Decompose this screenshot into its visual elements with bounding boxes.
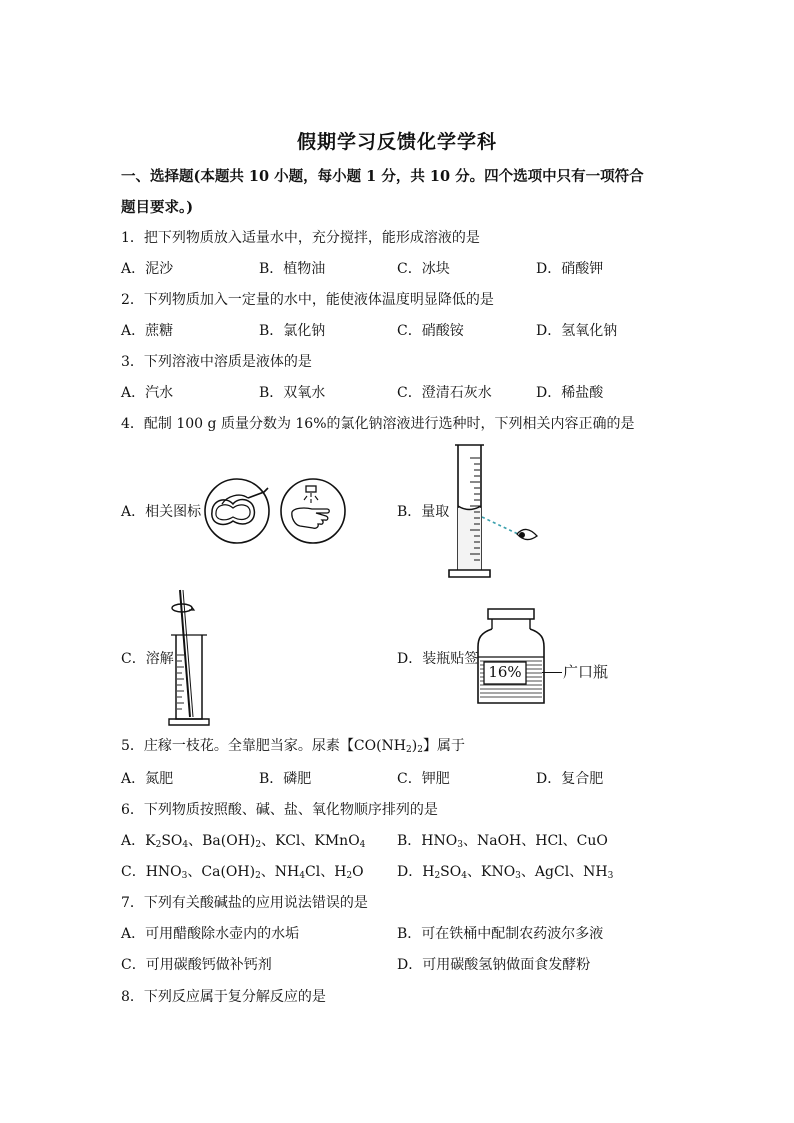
question-5-option-d: D．复合肥 <box>536 771 604 787</box>
question-6-option-a: A．$K_2SO_4$、$Ba(OH)_2$、KCl、KMnO$_4$ <box>121 833 366 850</box>
question-4-option-d: D．装瓶贴签 <box>397 651 479 667</box>
question-1-option-d: D．硝酸钾 <box>536 261 604 277</box>
hot-surface-icon <box>205 479 269 543</box>
question-6-option-b: B．$HNO_3$、NaOH、HCl、CuO <box>397 833 608 850</box>
question-1-option-a: A．泥沙 <box>121 261 174 277</box>
question-7-option-a: A．可用醋酸除水壶内的水垢 <box>121 926 300 942</box>
dissolving-stirring-figure <box>164 585 214 730</box>
question-5-option-b: B．磷肥 <box>259 771 312 787</box>
question-4-option-a: A．相关图标 <box>121 504 202 520</box>
question-7-option-d: D．可用碳酸氢钠做面食发酵粉 <box>397 957 591 973</box>
question-2-stem: 2．下列物质加入一定量的水中，能使液体温度明显降低的是 <box>121 292 494 308</box>
question-2-option-c: C．硝酸铵 <box>397 323 464 339</box>
question-7-stem: 7．下列有关酸碱盐的应用说法错误的是 <box>121 895 368 911</box>
section-heading-line1: 一、选择题(本题共 10 小题，每小题 1 分，共 10 分。四个选项中只有一项符合 <box>121 168 644 185</box>
hand-wash-icon <box>281 479 345 543</box>
question-2-option-d: D．氢氧化钠 <box>536 323 618 339</box>
question-6-stem: 6．下列物质按照酸、碱、盐、氧化物顺序排列的是 <box>121 802 438 818</box>
question-3-option-b: B．双氧水 <box>259 385 326 401</box>
hazard-icons-figure <box>202 476 348 546</box>
question-3-option-a: A．汽水 <box>121 385 174 401</box>
question-5-option-a: A．氮肥 <box>121 771 174 787</box>
question-2-option-a: A．蔗糖 <box>121 323 174 339</box>
question-3-option-d: D．稀盐酸 <box>536 385 604 401</box>
question-6-option-c: C．$HNO_3$、$Ca(OH)_2$、$NH_4Cl$、$H_2O$ <box>121 864 364 881</box>
question-4-option-c: C．溶解 <box>121 651 174 667</box>
bottle-label-text: 16% <box>488 663 522 681</box>
question-1-stem: 1．把下列物质放入适量水中，充分搅拌，能形成溶液的是 <box>121 230 480 246</box>
graduated-cylinder-reading-figure <box>446 440 546 582</box>
question-1-option-c: C．冰块 <box>397 261 450 277</box>
question-4-option-b: B．量取 <box>397 504 450 520</box>
question-1-option-b: B．植物油 <box>259 261 326 277</box>
question-7-option-b: B．可在铁桶中配制农药波尔多液 <box>397 926 604 942</box>
question-5-option-c: C．钾肥 <box>397 771 450 787</box>
question-6-option-d: D．$H_2SO_4$、$KNO_3$、AgCl、$NH_3$ <box>397 864 614 881</box>
eye-icon <box>517 529 537 539</box>
question-7-option-c: C．可用碳酸钙做补钙剂 <box>121 957 272 973</box>
question-4-stem: 4．配制 100 g 质量分数为 16%的氯化钠溶液进行选种时，下列相关内容正确的是 <box>121 416 635 432</box>
section-heading-line2: 题目要求。) <box>121 199 194 216</box>
question-8-stem: 8．下列反应属于复分解反应的是 <box>121 989 326 1005</box>
page-title: 假期学习反馈化学学科 <box>296 131 497 153</box>
bottle-label-pointer-line <box>542 672 562 673</box>
question-3-stem: 3．下列溶液中溶质是液体的是 <box>121 354 312 370</box>
question-2-option-b: B．氯化钠 <box>259 323 326 339</box>
question-3-option-c: C．澄清石灰水 <box>397 385 492 401</box>
bottle-type-label: 广口瓶 <box>563 663 609 681</box>
question-5-stem: 5．庄稼一枝花。全靠肥当家。尿素【$CO(NH_2)_2$】属于 <box>121 738 465 755</box>
wide-mouth-bottle-figure <box>474 605 554 707</box>
